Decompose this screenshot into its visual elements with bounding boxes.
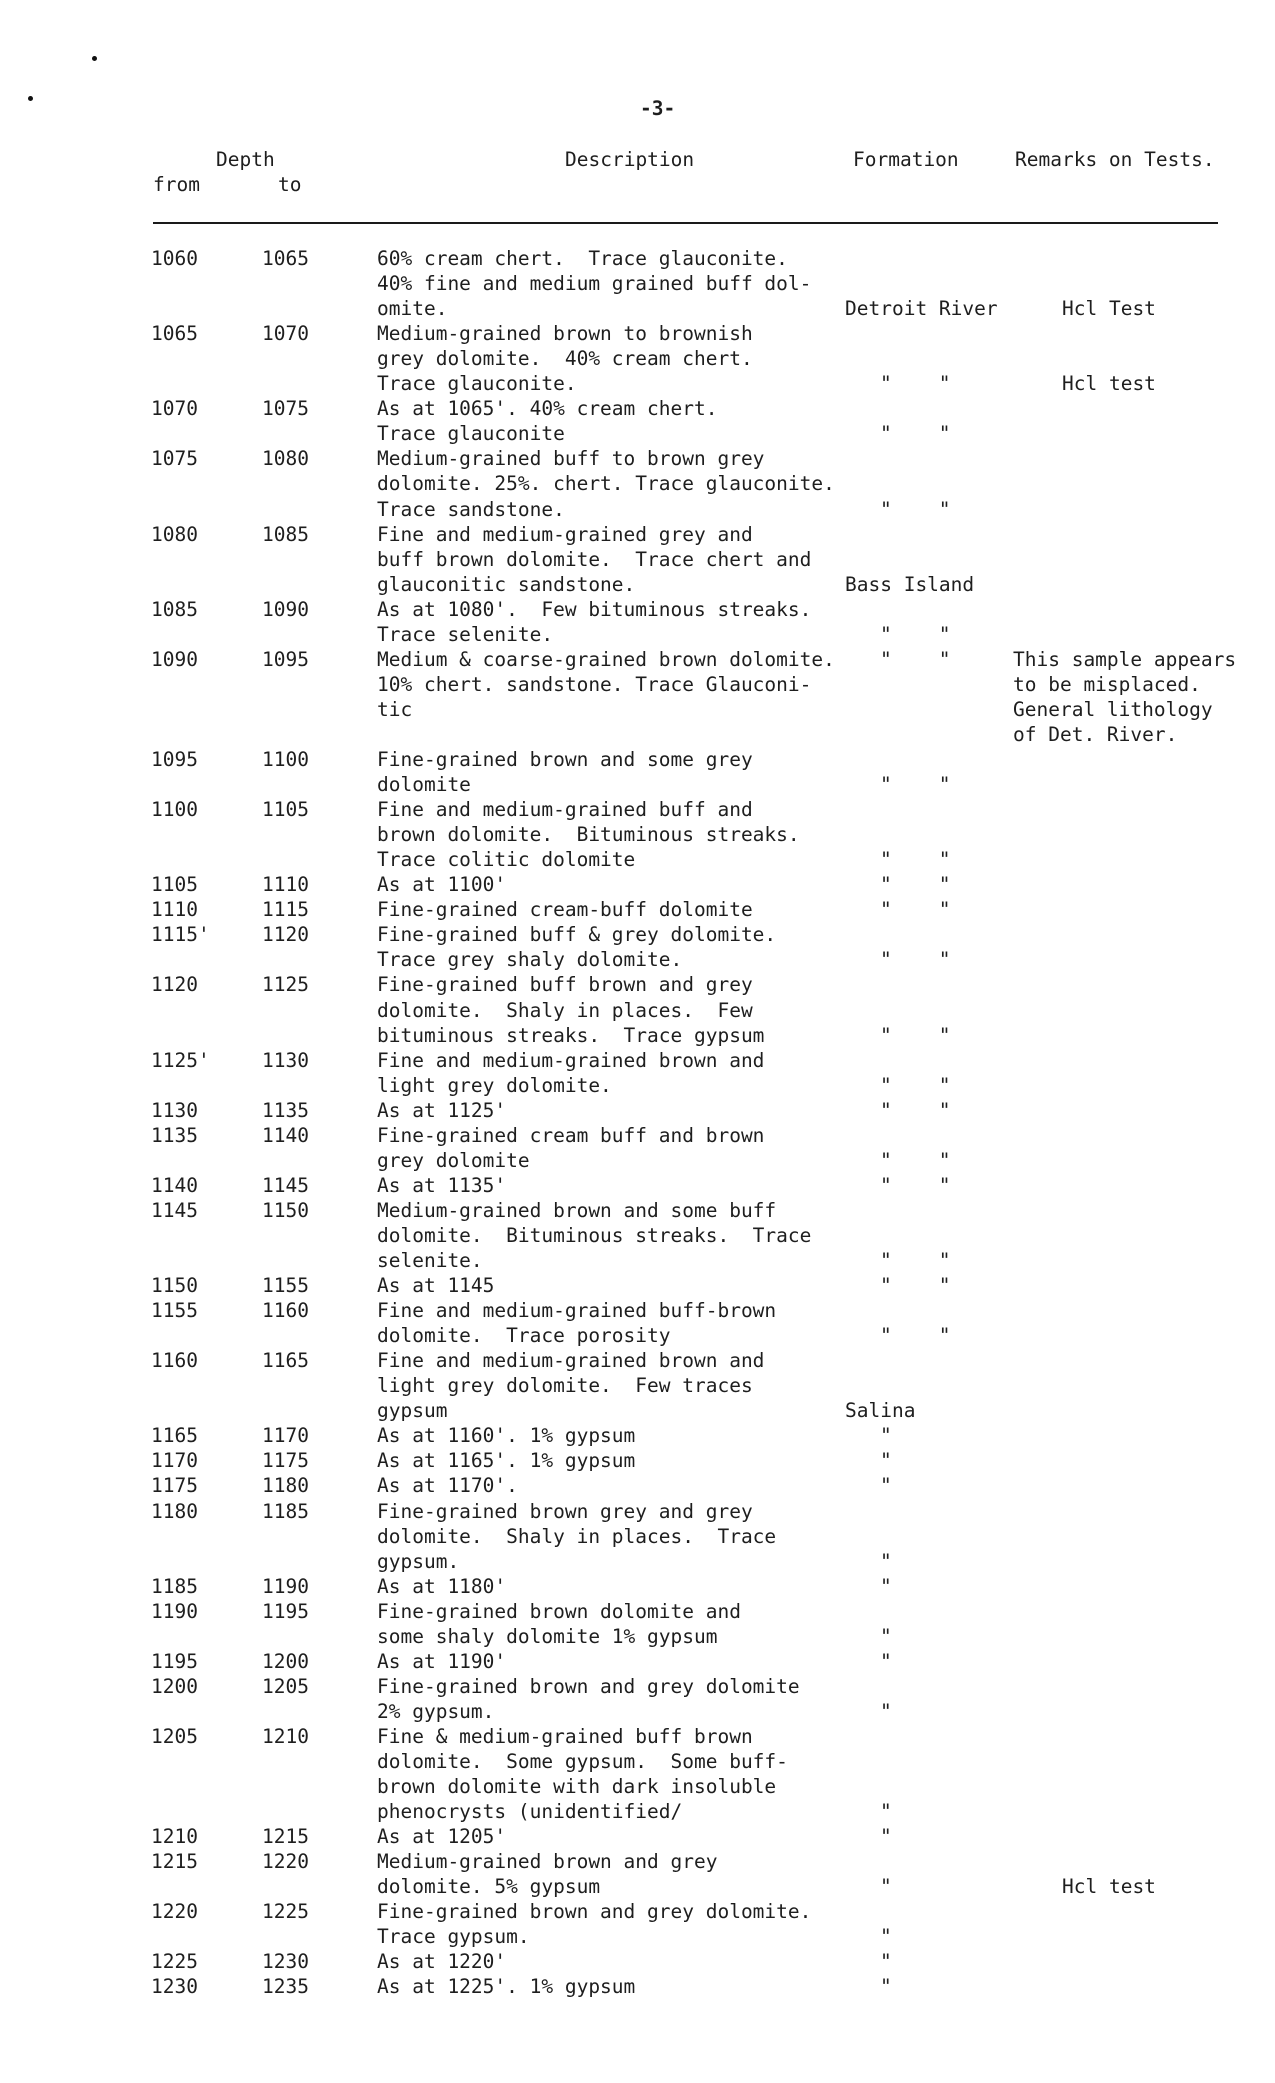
formation-ditto: " [880, 1549, 892, 1573]
description-line: Trace grey shaly dolomite. [377, 948, 683, 972]
depth-from: 1080 [151, 522, 198, 546]
depth-to: 1075 [262, 397, 309, 421]
depth-to: 1210 [262, 1724, 309, 1748]
depth-to: 1065 [262, 247, 309, 270]
description-line: Fine and medium-grained brown and [377, 1349, 765, 1373]
depth-to: 1085 [262, 522, 309, 546]
depth-from: 1200 [151, 1674, 198, 1698]
description-line: As at 1170'. [377, 1474, 518, 1498]
depth-to: 1100 [262, 748, 309, 771]
depth-from: 1180 [151, 1499, 198, 1523]
description-line: 40% fine and medium grained buff dol- [377, 272, 812, 296]
description-line: light grey dolomite. [377, 1073, 612, 1097]
depth-from: 1135 [151, 1123, 198, 1147]
formation-ditto: " [880, 1424, 892, 1448]
depth-to: 1195 [262, 1599, 309, 1623]
formation-name: Salina [845, 1399, 916, 1423]
description-line: Fine-grained cream-buff dolomite [377, 898, 753, 922]
depth-to: 1215 [262, 1825, 309, 1849]
description-line: grey dolomite [377, 1148, 530, 1172]
description-line: selenite. [377, 1249, 483, 1272]
margin-speck [92, 56, 97, 61]
depth-from: 1185 [151, 1574, 198, 1598]
formation-ditto: " " [880, 1274, 951, 1298]
description-line: Fine-grained brown and some grey [377, 748, 753, 771]
margin-speck [28, 96, 33, 101]
depth-from: 1215 [151, 1850, 198, 1874]
description-line: As at 1165'. 1% gypsum [377, 1449, 636, 1473]
description-line: 10% chert. sandstone. Trace Glauconi- [377, 672, 812, 696]
description-line: brown dolomite. Bituminous streaks. [377, 823, 800, 847]
description-line: As at 1180' [377, 1574, 507, 1598]
depth-to: 1185 [262, 1499, 309, 1523]
depth-from: 1230 [151, 1975, 198, 1999]
formation-name: Detroit River [845, 297, 998, 321]
depth-to: 1170 [262, 1424, 309, 1448]
depth-from: 1115' [151, 923, 210, 947]
description-line: As at 1220' [377, 1950, 507, 1974]
formation-ditto: " " [880, 1023, 951, 1047]
description-line: Fine-grained brown grey and grey [377, 1499, 753, 1523]
depth-from: 1095 [151, 748, 198, 771]
depth-from: 1120 [151, 973, 198, 997]
description-line: As at 1100' [377, 873, 507, 897]
description-line: omite. [377, 297, 448, 321]
header-depth: Depth [216, 148, 275, 171]
depth-from: 1195 [151, 1649, 198, 1673]
formation-ditto: " [880, 1925, 892, 1949]
depth-to: 1220 [262, 1850, 309, 1874]
formation-ditto: " " [880, 1098, 951, 1122]
depth-from: 1125' [151, 1048, 210, 1072]
remarks-line: This sample appears [1013, 647, 1237, 671]
depth-from: 1090 [151, 647, 198, 671]
formation-ditto: " [880, 1449, 892, 1473]
depth-to: 1115 [262, 898, 309, 922]
description-line: dolomite. Some gypsum. Some buff- [377, 1750, 788, 1773]
depth-to: 1140 [262, 1123, 309, 1147]
description-line: bituminous streaks. Trace gypsum [377, 1023, 765, 1047]
description-line: As at 1145 [377, 1274, 495, 1298]
depth-from: 1075 [151, 447, 198, 471]
depth-to: 1070 [262, 322, 309, 346]
description-line: Fine-grained buff brown and grey [377, 973, 753, 997]
description-line: Medium-grained brown and grey [377, 1850, 718, 1874]
depth-to: 1200 [262, 1649, 309, 1673]
description-line: 60% cream chert. Trace glauconite. [377, 247, 788, 270]
depth-from: 1205 [151, 1724, 198, 1748]
depth-from: 1225 [151, 1950, 198, 1974]
description-line: Fine & medium-grained buff brown [377, 1724, 753, 1748]
depth-from: 1165 [151, 1424, 198, 1448]
description-line: As at 1080'. Few bituminous streaks. [377, 597, 812, 621]
remarks-line: of Det. River. [1013, 722, 1178, 746]
description-line: dolomite. Shaly in places. Few [377, 998, 753, 1022]
description-line: Medium-grained brown to brownish [377, 322, 753, 346]
formation-ditto: " " [880, 647, 951, 671]
description-line: tic [377, 697, 413, 721]
depth-from: 1150 [151, 1274, 198, 1298]
depth-to: 1175 [262, 1449, 309, 1473]
description-line: light grey dolomite. Few traces [377, 1374, 753, 1398]
formation-ditto: " " [880, 848, 951, 872]
remarks-line: Hcl test [1062, 1875, 1156, 1899]
depth-from: 1065 [151, 322, 198, 346]
description-line: Fine and medium-grained grey and [377, 522, 753, 546]
description-line: gypsum. [377, 1549, 460, 1573]
header-description: Description [565, 148, 695, 171]
description-line: Trace selenite. [377, 622, 554, 646]
formation-ditto: " " [880, 1173, 951, 1197]
depth-to: 1095 [262, 647, 309, 671]
depth-from: 1130 [151, 1098, 198, 1122]
description-line: Trace glauconite [377, 422, 565, 446]
formation-ditto: " [880, 1800, 892, 1824]
formation-ditto: " " [880, 1148, 951, 1172]
description-line: phenocrysts (unidentified/ [377, 1800, 683, 1824]
depth-to: 1125 [262, 973, 309, 997]
depth-from: 1085 [151, 597, 198, 621]
formation-ditto: " " [880, 372, 951, 396]
description-line: Fine-grained buff & grey dolomite. [377, 923, 777, 947]
formation-ditto: " " [880, 1073, 951, 1097]
description-line: Fine-grained brown dolomite and [377, 1599, 741, 1623]
depth-from: 1175 [151, 1474, 198, 1498]
formation-ditto: " [880, 1825, 892, 1849]
formation-ditto: " [880, 1699, 892, 1723]
formation-name: Bass Island [845, 572, 975, 596]
formation-ditto: " " [880, 773, 951, 797]
depth-to: 1150 [262, 1198, 309, 1222]
formation-ditto: " " [880, 1324, 951, 1348]
depth-from: 1140 [151, 1173, 198, 1197]
depth-to: 1225 [262, 1900, 309, 1924]
description-line: dolomite. Trace porosity [377, 1324, 671, 1348]
description-line: As at 1135' [377, 1173, 507, 1197]
remarks-line: Hcl test [1062, 372, 1156, 396]
depth-to: 1155 [262, 1274, 309, 1298]
description-line: As at 1190' [377, 1649, 507, 1673]
description-line: grey dolomite. 40% cream chert. [377, 347, 753, 371]
depth-to: 1235 [262, 1975, 309, 1999]
depth-to: 1165 [262, 1349, 309, 1373]
formation-ditto: " " [880, 497, 951, 521]
formation-ditto: " [880, 1975, 892, 1999]
depth-to: 1205 [262, 1674, 309, 1698]
description-line: 2% gypsum. [377, 1699, 495, 1723]
description-line: Medium-grained brown and some buff [377, 1198, 777, 1222]
depth-to: 1105 [262, 798, 309, 822]
description-line: dolomite. 5% gypsum [377, 1875, 601, 1899]
formation-ditto: " [880, 1875, 892, 1899]
depth-to: 1120 [262, 923, 309, 947]
formation-ditto: " " [880, 622, 951, 646]
depth-from: 1145 [151, 1198, 198, 1222]
header-formation: Formation [853, 148, 959, 171]
description-line: glauconitic sandstone. [377, 572, 636, 596]
depth-to: 1145 [262, 1173, 309, 1197]
description-line: Trace glauconite. [377, 372, 577, 396]
description-line: As at 1205' [377, 1825, 507, 1849]
formation-ditto: " [880, 1474, 892, 1498]
depth-to: 1090 [262, 597, 309, 621]
description-line: Fine-grained brown and grey dolomite [377, 1674, 800, 1698]
depth-to: 1080 [262, 447, 309, 471]
description-line: brown dolomite with dark insoluble [377, 1775, 777, 1799]
formation-ditto: " [880, 1950, 892, 1974]
formation-ditto: " " [880, 898, 951, 922]
header-to: to [278, 173, 302, 196]
formation-ditto: " [880, 1649, 892, 1673]
description-line: gypsum [377, 1399, 448, 1423]
description-line: As at 1160'. 1% gypsum [377, 1424, 636, 1448]
depth-from: 1155 [151, 1299, 198, 1323]
depth-from: 1190 [151, 1599, 198, 1623]
description-line: Trace colitic dolomite [377, 848, 636, 872]
header-rule [153, 222, 1218, 224]
depth-from: 1105 [151, 873, 198, 897]
description-line: Trace gypsum. [377, 1925, 530, 1949]
depth-to: 1135 [262, 1098, 309, 1122]
description-line: Fine-grained cream buff and brown [377, 1123, 765, 1147]
remarks-line: Hcl Test [1062, 297, 1156, 321]
formation-ditto: " " [880, 873, 951, 897]
depth-from: 1110 [151, 898, 198, 922]
depth-to: 1130 [262, 1048, 309, 1072]
depth-from: 1170 [151, 1449, 198, 1473]
description-line: buff brown dolomite. Trace chert and [377, 547, 812, 571]
depth-to: 1190 [262, 1574, 309, 1598]
depth-from: 1160 [151, 1349, 198, 1373]
description-line: As at 1125' [377, 1098, 507, 1122]
depth-to: 1110 [262, 873, 309, 897]
description-line: Fine and medium-grained brown and [377, 1048, 765, 1072]
depth-to: 1160 [262, 1299, 309, 1323]
description-line: Fine and medium-grained buff-brown [377, 1299, 777, 1323]
description-line: some shaly dolomite 1% gypsum [377, 1624, 718, 1648]
formation-ditto: " [880, 1574, 892, 1598]
description-line: As at 1065'. 40% cream chert. [377, 397, 718, 421]
depth-to: 1230 [262, 1950, 309, 1974]
description-line: dolomite [377, 773, 471, 797]
formation-ditto: " [880, 1624, 892, 1648]
depth-to: 1180 [262, 1474, 309, 1498]
formation-ditto: " " [880, 422, 951, 446]
description-line: dolomite. Bituminous streaks. Trace [377, 1223, 812, 1247]
remarks-line: General lithology [1013, 697, 1213, 721]
formation-ditto: " " [880, 1249, 951, 1272]
page-number: -3- [640, 97, 676, 120]
depth-from: 1060 [151, 247, 198, 270]
description-line: dolomite. Shaly in places. Trace [377, 1524, 777, 1548]
remarks-line: to be misplaced. [1013, 672, 1201, 696]
description-line: As at 1225'. 1% gypsum [377, 1975, 636, 1999]
header-remarks: Remarks on Tests. [1015, 148, 1215, 171]
description-line: Trace sandstone. [377, 497, 565, 521]
description-line: Medium-grained buff to brown grey [377, 447, 765, 471]
description-line: Fine-grained brown and grey dolomite. [377, 1900, 812, 1924]
depth-from: 1210 [151, 1825, 198, 1849]
header-from: from [153, 173, 200, 196]
formation-ditto: " " [880, 948, 951, 972]
description-line: Medium & coarse-grained brown dolomite. [377, 647, 835, 671]
description-line: dolomite. 25%. chert. Trace glauconite. [377, 472, 835, 496]
depth-from: 1070 [151, 397, 198, 421]
depth-from: 1220 [151, 1900, 198, 1924]
depth-from: 1100 [151, 798, 198, 822]
description-line: Fine and medium-grained buff and [377, 798, 753, 822]
